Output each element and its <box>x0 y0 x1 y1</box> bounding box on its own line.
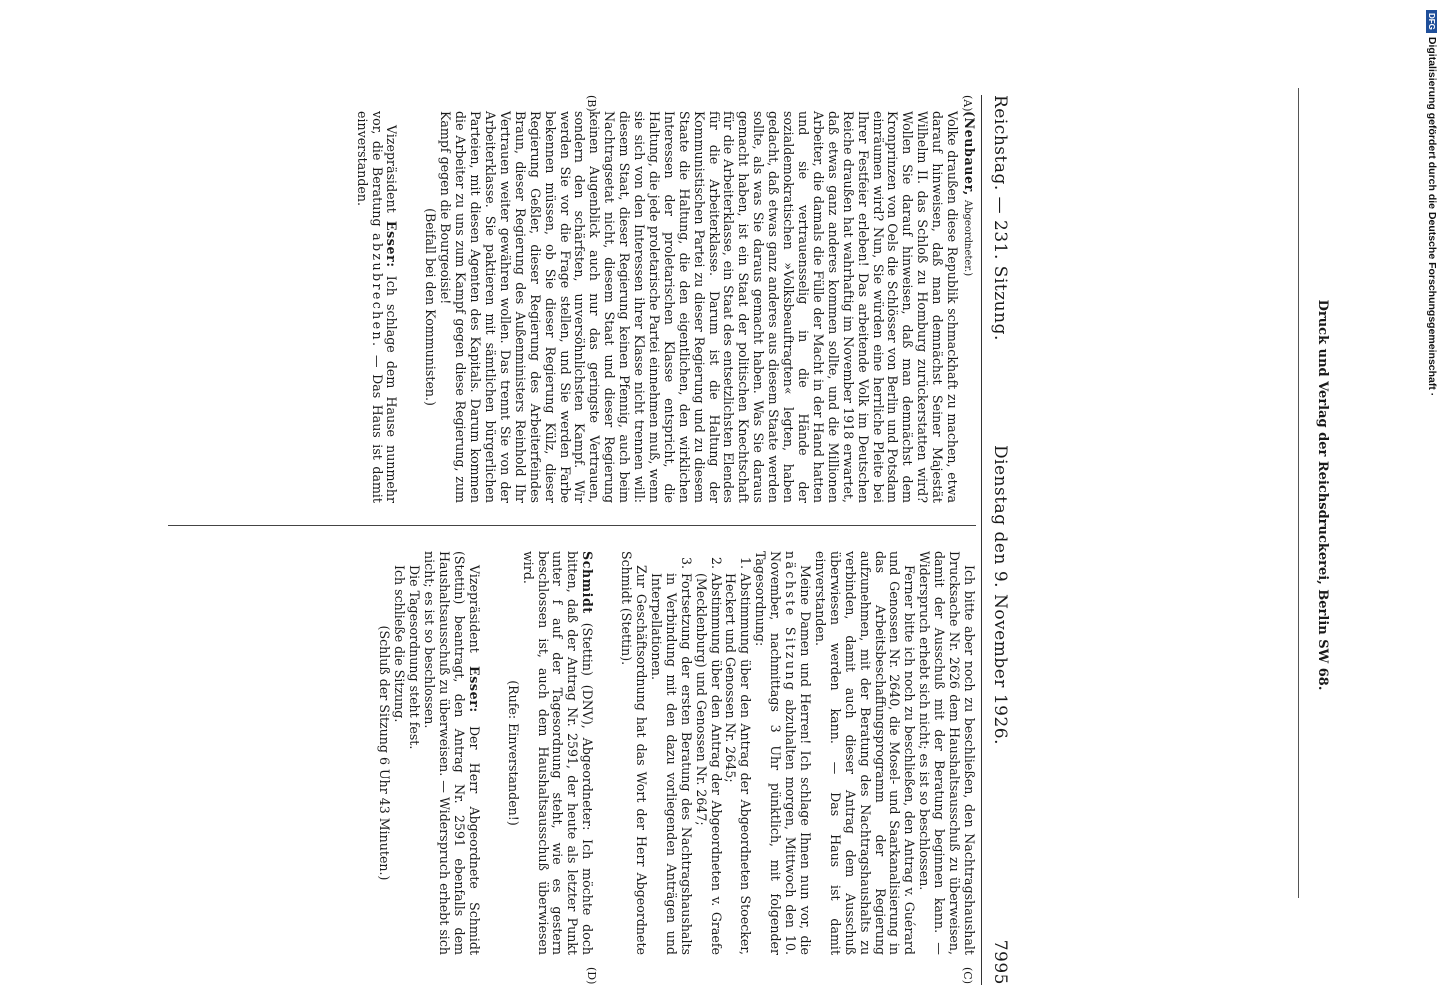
paragraph-agenda-fixed: Die Tagesordnung steht fest. <box>407 565 423 750</box>
header-rule <box>981 95 982 985</box>
agenda-item: 2. Abstimmung über den Antrag der Abgeordneten v. Graefe (Mecklenburg) und Genossen Nr. 2647; <box>693 573 723 955</box>
credit-text: Digitalisierung gefördert durch die Deutsche Forschungsgemeinschaft · <box>1426 36 1438 397</box>
next-session-text-b: abzuhalten morgen, Mittwoch den 10. November, nachmittags 3 Uhr pünktlich, mit folgender Tagesordnung: <box>753 551 799 955</box>
schmidt-text: (Stettin) (DNV), Abgeordneter: Ich möchte doch bitten, daß der Antrag Nr. 2591, der heute als letzter Punkt unter f auf der Tagesordnung steht, wie es gestern beschlossen ist, auch dem Haushaltsausschuß überwiesen wird. <box>520 551 596 955</box>
margin-marker-b: (B) <box>585 95 598 112</box>
dfg-logo: DFG <box>1426 10 1437 33</box>
closing-note: (Schluß der Sitzung 6 Uhr 43 Minuten.) <box>377 625 393 881</box>
right-column <box>136 551 976 955</box>
vice-president-statement-2 <box>421 551 481 955</box>
speech-paragraph: Volke draußen diese Republik schmackhaft zu machen, etwa darauf hinweisen, daß man demnächst Seiner Majestät Wilhelm II. das Schloß zu Homburg zurückerstatten wird? Wollen Sie darauf hinweisen, daß man demnächst dem Kronprinzen von Oels die Schlösser von Berlin und Potsdam einräumen wird? Nun, Sie würden eine herrliche Pleite bei Ihrer Festfeier erleben! Das arbeitende Volk im Deutschen Reiche draußen hat wahrhaftig im November 1918 erwartet, daß etwas ganz anderes kommen sollte, und die Millionen Arbeiter, die damals die Fülle der Macht in der Hand hatten und sie vertrauensselig in die Hände der sozialdemokratischen »Volksbeauftragten« legten, haben gedacht, daß etwas ganz anderes aus diesem Staate werden sollte, als was Sie daraus gemacht haben. Was Sie daraus gemacht haben, ist ein Staat der politischen Knechtschaft für die Arbeiterklasse, ein Staat des entsetzlichsten Elendes für die Arbeiterklasse. Darum ist die Haltung der Kommunistischen Partei zu dieser Regierung und zu diesem Staate die Haltung, die den eigentlichen, den wirklichen Interessen der proletarischen Klasse entspricht, die Haltung, die jede proletarische Partei einnehmen muß, wenn sie sich von den Interessen ihrer Klasse nicht trennen will: diesem Staat, dieser Regierung keinen Pfennig, auch beim Nachtragsetat nicht, diesem Staat und dieser Regierung keinen Augenblick auch nur das geringste Vertrauen, sondern den schärfsten, unversöhnlichsten Kampf. Wir werden Sie vor die Frage stellen, und Sie werden Farbe bekennen müssen, ob Sie dieser Regierung Külz, dieser Regierung Geßler, dieser Regierung des Arbeiterfeindes Braun, dieser Regierung des Außenministers Reinhold Ihr Vertrauen weiter gewähren wollen. Das trennt Sie von der Arbeiterklasse. Sie paktieren mit sämtlichen bürgerlichen Parteien, mit diesen Agenten des Kapitals. Darum kommen die Arbeiter zu uns zum Kampf gegen diese Regierung, zum Kampf gegen die Bourgeoisie! <box>438 111 961 503</box>
vp-text-1: Ich schlage dem Hause nunmehr vor, die Beratung <box>369 111 400 503</box>
next-session-text-a: Meine Damen und Herren! Ich schlage Ihnen nun vor, die <box>798 565 814 955</box>
left-column <box>136 111 976 503</box>
digitization-credit <box>1426 10 1438 397</box>
paragraph-motion: Ferner bitte ich noch zu beschließen, den Antrag v. Guérard und Genossen Nr. 2640, die Mosel- und Saarkanalisierung in das Arbeitsbeschaffungsprogramm der Regierung aufzunehmen, mit der Beratung des Nachtragshaushalts zu verbinden, damit auch dieser Antrag dem Ausschuß überwiesen werden kann. — Das Haus ist damit einverstanden. <box>812 551 918 955</box>
vp-name: Esser: <box>384 220 400 268</box>
vp-title: Vizepräsident <box>384 125 400 213</box>
column-divider <box>168 525 976 526</box>
schmidt-name: Schmidt <box>580 551 596 614</box>
margin-marker-c: (C) <box>961 967 974 984</box>
printer-line: Druck und Verlag der Reichsdruckerei, Berlin SW 68. <box>1315 299 1330 691</box>
applause-note: (Beifall bei den Kommunisten.) <box>423 208 439 406</box>
next-session-spaced: nächste Sitzung <box>783 551 799 693</box>
paragraph-order: Zur Geschäftsordnung hat das Wort der Herr Abgeordnete Schmidt (Stettin). <box>619 551 650 955</box>
vp-text-2: — Das Haus ist damit einverstanden. <box>354 111 385 503</box>
vp2-title: Vizepräsident <box>466 565 482 653</box>
paragraph-next-session <box>752 551 812 955</box>
speaker-name: (Neubauer, <box>962 111 977 196</box>
page-number: 7995 <box>990 939 1010 985</box>
vp-spaced-text: abzubrechen. <box>369 233 385 349</box>
schmidt-statement <box>520 551 595 955</box>
header-date: Dienstag den 9. November 1926. <box>990 444 1010 745</box>
margin-marker-a: (A) <box>961 95 974 112</box>
paragraph-close: Ich schließe die Sitzung. <box>392 565 408 723</box>
document-page <box>130 95 1010 985</box>
agenda-item: 1. Abstimmung über den Antrag der Abgeordneten Stoecker, Heckert und Genossen Nr. 2645; <box>723 573 753 955</box>
paragraph-referral: Ich bitte aber noch zu beschließen, den Nachtragshaushalt Drucksache Nr. 2626 dem Haushaltsausschuß zu überweisen, damit der Ausschuß mit der Beratung beginnen kann. — Widerspruch erhebt sich nicht; es ist so beschlossen. <box>917 551 977 955</box>
speaker-line <box>959 111 976 503</box>
footer-rule <box>1298 88 1299 898</box>
interjection-note: (Rufe: Einverstanden!) <box>505 680 521 826</box>
agenda-list <box>648 551 752 955</box>
vp2-text: Der Herr Abgeordnete Schmidt (Stettin) beantragt, den Antrag Nr. 2591 ebenfalls dem Haushaltsausschuß zu überweisen. — Widerspruch erhebt sich nicht; es ist so beschlossen. <box>422 551 482 955</box>
margin-marker-d: (D) <box>585 967 598 985</box>
vice-president-statement <box>354 111 399 503</box>
page-header <box>984 95 1010 985</box>
header-session: Reichstag. — 231. Sitzung. <box>990 95 1010 341</box>
agenda-item: 3. Fortsetzung der ersten Beratung des Nachtragshaushalts in Verbindung mit den dazu vorliegenden Anträgen und Interpellationen. <box>648 573 693 955</box>
vp2-name: Esser: <box>466 666 482 713</box>
speaker-role: Abgeordneter.) <box>962 199 973 277</box>
